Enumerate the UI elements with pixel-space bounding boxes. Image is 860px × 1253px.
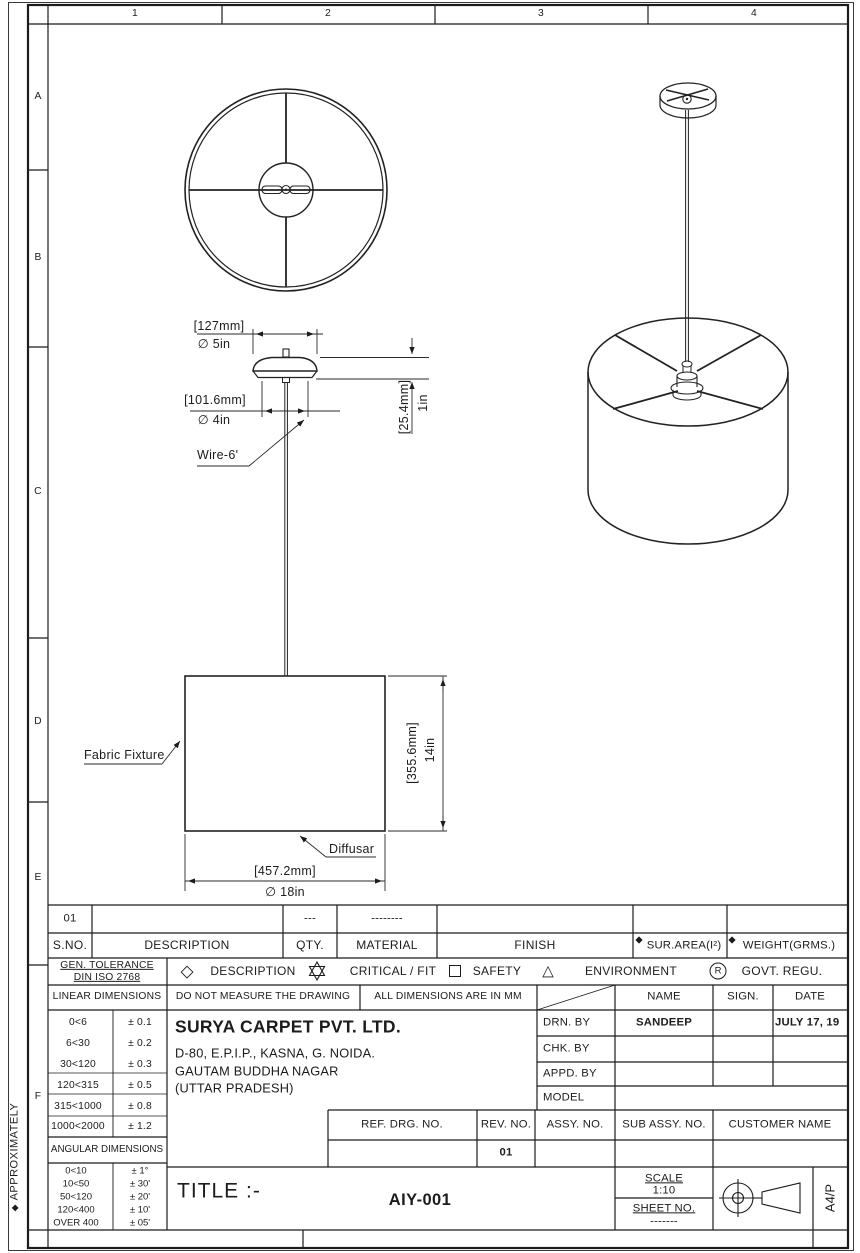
- tol-value: ± 0.1: [128, 1016, 152, 1028]
- r-circle-icon: [710, 963, 727, 980]
- sheet-no-value: -------: [650, 1215, 678, 1228]
- tol-range: 120<400: [57, 1204, 95, 1216]
- diamond-icon: ◆: [635, 934, 643, 946]
- diamond-outline-icon: ◇: [180, 961, 194, 981]
- dim-shade-dia-mm: [457.2mm]: [254, 863, 316, 878]
- header-name: NAME: [647, 990, 681, 1003]
- tol-value: ± 0.3: [128, 1058, 152, 1070]
- hexagram-icon: [310, 962, 325, 980]
- border-col-3: 3: [538, 7, 544, 19]
- header-sur-area: SUR.AREA(I²): [646, 939, 722, 952]
- dim-shade-height-in: 14in: [422, 737, 437, 763]
- tol-value: ± 05': [129, 1217, 151, 1229]
- tol-value: ± 10': [129, 1204, 151, 1216]
- note-dims-mm: ALL DIMENSIONS ARE IN MM: [374, 990, 522, 1002]
- tol-range: 0<10: [65, 1165, 87, 1177]
- dim-canopy-height-mm: [25.4mm]: [396, 379, 411, 435]
- tol-range: OVER 400: [53, 1217, 99, 1229]
- border-row-f: F: [34, 1090, 42, 1102]
- tol-range: 6<30: [66, 1037, 90, 1049]
- angular-dimensions-header: ANGULAR DIMENSIONS: [50, 1144, 164, 1156]
- dim-shade-dia-in: ∅ 18in: [265, 884, 305, 899]
- company-address-1: D-80, E.P.I.P., KASNA, G. NOIDA.: [175, 1045, 376, 1061]
- legend-description: DESCRIPTION: [210, 964, 296, 978]
- scale-value: 1:10: [652, 1184, 676, 1197]
- header-customer-name: CUSTOMER NAME: [728, 1118, 832, 1131]
- header-date: DATE: [794, 990, 826, 1003]
- header-sno: S.NO.: [52, 938, 88, 952]
- header-rev-no: REV. NO.: [480, 1118, 532, 1131]
- drn-name-value: SANDEEP: [635, 1016, 693, 1029]
- company-address-3: (UTTAR PRADESH): [175, 1080, 294, 1096]
- border-row-d: D: [34, 715, 42, 727]
- border-col-4: 4: [751, 7, 757, 19]
- tol-value: ± 30': [129, 1178, 151, 1190]
- drawing-number: AIY-001: [388, 1190, 452, 1209]
- border-row-a: A: [34, 90, 42, 102]
- header-sub-assy-no: SUB ASSY. NO.: [622, 1118, 706, 1131]
- company-name: SURYA CARPET PVT. LTD.: [175, 1016, 402, 1037]
- isometric-view: [588, 83, 788, 544]
- label-chk-by: CHK. BY: [543, 1042, 590, 1055]
- header-qty: QTY.: [296, 938, 324, 952]
- linear-dimensions-header: LINEAR DIMENSIONS: [52, 990, 162, 1002]
- tol-range: 10<50: [62, 1178, 90, 1190]
- legend-critical-fit: CRITICAL / FIT: [349, 964, 437, 978]
- label-appd-by: APPD. BY: [543, 1067, 597, 1080]
- label-model: MODEL: [543, 1091, 585, 1104]
- parts-material-value: --------: [371, 912, 403, 925]
- scale-label: SCALE: [644, 1172, 684, 1185]
- header-description: DESCRIPTION: [144, 938, 230, 952]
- diamond-icon: ◆: [9, 1203, 20, 1212]
- top-view: [185, 89, 387, 291]
- gen-tolerance-line1: GEN. TOLERANCE: [60, 959, 154, 971]
- parts-qty-value: ---: [304, 912, 316, 925]
- tol-range: 30<120: [60, 1058, 96, 1070]
- margin-note-text: APPROXIMATELY: [8, 1102, 21, 1201]
- header-ref-drg-no: REF. DRG. NO.: [361, 1118, 443, 1131]
- label-fabric-fixture: Fabric Fixture: [84, 747, 165, 762]
- dim-canopy-dia-in: ∅ 5in: [197, 336, 231, 351]
- tol-range: 315<1000: [54, 1100, 102, 1112]
- border-row-c: C: [34, 485, 42, 497]
- tol-range: 120<315: [57, 1079, 99, 1091]
- note-no-measure: DO NOT MEASURE THE DRAWING: [175, 990, 351, 1002]
- diamond-icon: ◆: [728, 934, 736, 946]
- header-sign: SIGN.: [727, 990, 759, 1003]
- legend-govt-regu: GOVT. REGU.: [741, 964, 823, 978]
- company-address-2: GAUTAM BUDDHA NAGAR: [175, 1063, 339, 1079]
- header-material: MATERIAL: [356, 938, 418, 952]
- border-col-1: 1: [132, 7, 138, 19]
- gen-tolerance-line2: DIN ISO 2768: [73, 971, 141, 983]
- tol-range: 1000<2000: [51, 1120, 105, 1132]
- parts-sno-value: 01: [63, 912, 77, 925]
- header-assy-no: ASSY. NO.: [546, 1118, 604, 1131]
- dim-canopy-dia-mm: [127mm]: [193, 318, 245, 333]
- label-diffuser: Diffusar: [329, 841, 375, 856]
- drn-date-value: JULY 17, 19: [775, 1016, 840, 1029]
- tol-value: ± 20': [129, 1191, 151, 1203]
- tol-value: ± 0.2: [128, 1037, 152, 1049]
- dim-ring-dia-mm: [101.6mm]: [184, 392, 246, 407]
- side-view-dimensions: [84, 329, 447, 891]
- tol-value: ± 0.8: [128, 1100, 152, 1112]
- label-drn-by: DRN. BY: [543, 1016, 591, 1029]
- square-icon: [449, 965, 461, 977]
- tol-value: ± 0.5: [128, 1079, 152, 1091]
- dim-shade-height-mm: [355.6mm]: [404, 722, 419, 784]
- dim-canopy-height-in: 1in: [415, 394, 430, 412]
- legend-safety: SAFETY: [472, 964, 522, 978]
- tol-value: ± 1°: [131, 1165, 149, 1177]
- tol-range: 0<6: [68, 1016, 88, 1028]
- border-col-2: 2: [325, 7, 331, 19]
- triangle-icon: △: [542, 962, 554, 980]
- header-weight: WEIGHT(GRMS.): [742, 939, 836, 952]
- margin-note: [10, 1103, 21, 1212]
- header-finish: FINISH: [514, 938, 556, 952]
- title-label: TITLE :-: [177, 1179, 261, 1203]
- dim-ring-dia-in: ∅ 4in: [197, 412, 231, 427]
- border-row-b: B: [34, 251, 42, 263]
- border-row-e: E: [34, 871, 42, 883]
- rev-no-value: 01: [499, 1146, 513, 1159]
- r-letter: R: [714, 965, 722, 977]
- tol-value: ± 1.2: [128, 1120, 152, 1132]
- tol-range: 50<120: [60, 1191, 92, 1203]
- legend-environment: ENVIRONMENT: [585, 964, 677, 978]
- projection-symbol-icon: [719, 1179, 800, 1217]
- format-label: A4/P: [822, 1183, 838, 1213]
- sheet-no-label: SHEET NO.: [632, 1202, 696, 1215]
- label-wire: Wire-6': [197, 447, 239, 462]
